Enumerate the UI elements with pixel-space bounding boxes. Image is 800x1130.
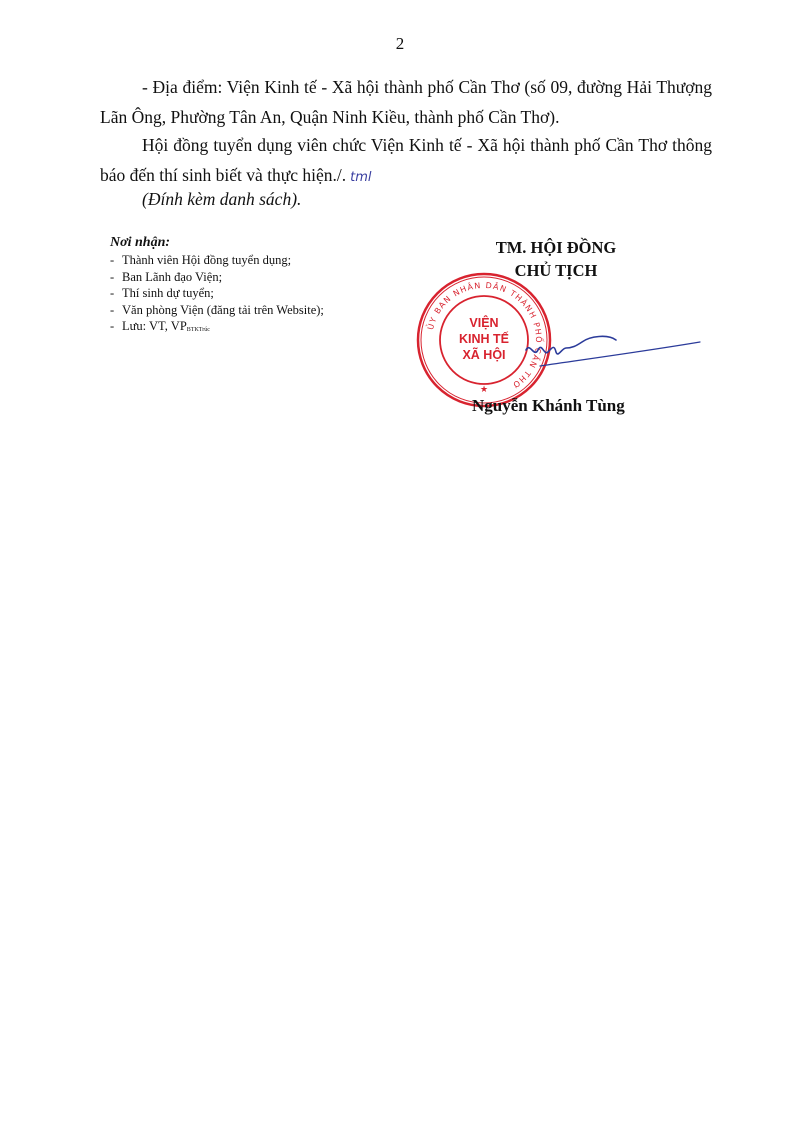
recipient-item-archive: [110, 318, 410, 338]
page-number: 2: [395, 34, 405, 53]
handwritten-signature: [520, 322, 720, 382]
archive-text: Lưu: VT, VP: [122, 319, 187, 333]
recipient-item: - Thành viên Hội đồng tuyển dụng;: [110, 252, 410, 269]
attachment-note: (Đính kèm danh sách).: [142, 189, 302, 209]
position-label: CHỦ TỊCH: [514, 261, 598, 280]
notice-text: Hội đồng tuyển dụng viên chức Viện Kinh tế - Xã hội thành phố Cần Thơ thông báo đến thí sinh biết và thực hiện./.: [100, 135, 712, 185]
recipients-list: [110, 252, 410, 338]
svg-text:ỦY BAN NHÂN DÂN THÀNH PHỐ CẦN: ỦY BAN NHÂN DÂN THÀNH PHỐ CẦN THƠ: [426, 280, 544, 391]
svg-text:XÃ HỘI: XÃ HỘI: [462, 348, 506, 362]
svg-text:VIỆN: VIỆN: [469, 316, 499, 330]
svg-text:KINH TẾ: KINH TẾ: [459, 332, 509, 346]
on-behalf-label: TM. HỘI ĐỒNG: [495, 238, 617, 257]
signer-name: Nguyễn Khánh Tùng: [472, 396, 625, 415]
svg-text:★: ★: [479, 385, 489, 395]
location-paragraph: - Địa điểm: Viện Kinh tế - Xã hội thành phố Cần Thơ (số 09, đường Hải Thượng Lãn Ông, Phường Tân An, Quận Ninh Kiều, thành phố Cần Thơ).: [100, 77, 712, 127]
notice-initials: tml: [350, 170, 372, 185]
recipients-title: Nơi nhận:: [110, 235, 171, 250]
recipient-item: - Văn phòng Viện (đăng tải trên Website);: [110, 302, 410, 319]
recipients-block: [110, 234, 410, 338]
recipient-item: - Ban Lãnh đạo Viện;: [110, 269, 410, 286]
archive-suffix: BTKTrúc: [186, 327, 210, 333]
recipient-item: - Thí sinh dự tuyển;: [110, 285, 410, 302]
